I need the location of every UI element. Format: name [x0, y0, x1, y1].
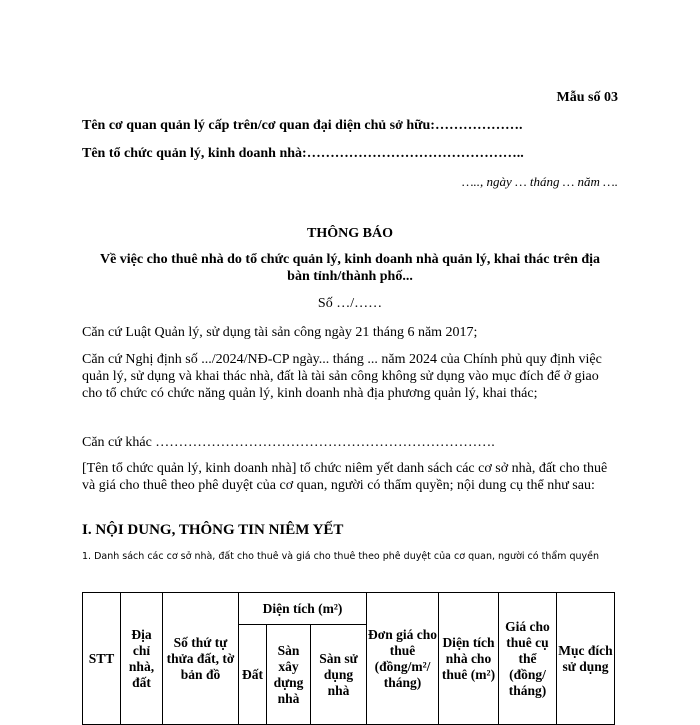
col-rent-area: Diện tích nhà cho thuê (m²) — [439, 593, 499, 725]
legal-basis-3: Căn cứ khác ………………………………………………………………. — [82, 435, 495, 450]
col-parcel: Số thứ tự thửa đất, tờ bản đồ — [163, 593, 239, 725]
table-header-row — [83, 593, 615, 625]
col-area-build: Sàn xây dựng nhà — [267, 625, 311, 725]
col-purpose: Mục đích sử dụng — [557, 593, 615, 725]
legal-basis-1: Căn cứ Luật Quản lý, sử dụng tài sản công ngày 21 tháng 6 năm 2017; — [82, 325, 478, 340]
col-area-use: Sàn sử dụng nhà — [311, 625, 367, 725]
rental-table — [82, 592, 615, 725]
col-area: Diện tích (m²) — [239, 593, 367, 625]
date-line: ….., ngày … tháng … năm …. — [461, 174, 618, 189]
col-price: Giá cho thuê cụ thể (đồng/ tháng) — [499, 593, 557, 725]
document-title: THÔNG BÁO — [307, 226, 393, 241]
document-subtitle-line1: Về việc cho thuê nhà do tổ chức quản lý, kinh doanh nhà quản lý, khai thác trên địa — [99, 252, 601, 267]
col-area-land: Đất — [239, 625, 267, 725]
col-address: Địa chỉ nhà, đất — [121, 593, 163, 725]
section-heading: I. NỘI DUNG, THÔNG TIN NIÊM YẾT — [82, 522, 344, 538]
col-unit-price: Đơn giá cho thuê (đồng/m²/ tháng) — [367, 593, 439, 725]
document-number: Số …/…… — [317, 296, 383, 311]
legal-basis-2: Căn cứ Nghị định số .../2024/NĐ-CP ngày... tháng ... năm 2024 của Chính phủ quy định việc quản lý, sử dụng và khai thác nhà, đất là tài sản công không sử dụng vào mục đích để ở giao cho tổ chức có chức năng quản lý, kinh doanh nhà địa phương quản lý, khai thác; — [82, 352, 602, 401]
form-number: Mẫu số 03 — [556, 90, 618, 105]
col-stt: STT — [83, 593, 121, 725]
document-subtitle-line2: bàn tỉnh/thành phố... — [287, 269, 413, 284]
intro-paragraph: [Tên tổ chức quản lý, kinh doanh nhà] tổ chức niêm yết danh sách các cơ sở nhà, đất cho thuê và giá cho thuê theo phê duyệt của cơ quan, người có thẩm quyền; nội dung cụ thể như sau: — [82, 461, 608, 493]
section-note: 1. Danh sách các cơ sở nhà, đất cho thuê và giá cho thuê theo phê duyệt của cơ quan, người có thẩm quyền — [82, 551, 599, 562]
organization-line: Tên tổ chức quản lý, kinh doanh nhà:……………………………………….. — [82, 146, 524, 161]
agency-line: Tên cơ quan quản lý cấp trên/cơ quan đại diện chủ sở hữu:………………. — [82, 118, 523, 133]
